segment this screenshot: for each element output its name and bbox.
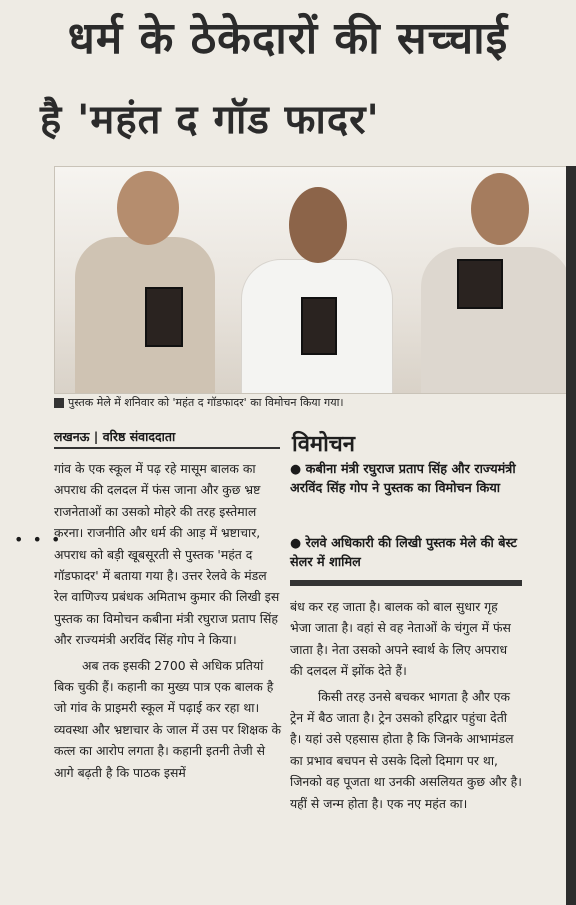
body-paragraph: गांव के एक स्कूल में पढ़ रहे मासूम बालक का अपराध की दलदल में फंस जाना और कुछ भ्रष्ट राजनेताओं का उसको मोहरे की तरह इस्तेमाल करना। राजनीति और धर्म की आड़ में भ्रष्टाचार, अपराध को बड़ी खूबसूरती से पुस्तक 'महंत द गॉडफादर' में बताया गया है। उत्तर रेलवे के मंडल रेल वाणिज्य प्रबंधक अमिताभ कुमार की लिखी इस पुस्तक का विमोचन कबीना मंत्री रघुराज प्रताप सिंह और राज्यमंत्री अरविंद सिंह गोप ने किया। xyxy=(54,461,280,648)
byline: लखनऊ | वरिष्ठ संवाददाता xyxy=(54,429,176,444)
margin-dots: • • • xyxy=(14,530,63,549)
page-edge xyxy=(566,166,576,905)
bullet-dot-icon: ● xyxy=(290,536,306,551)
highlight-item-1: ● कबीना मंत्री रघुराज प्रताप सिंह और राज्यमंत्री अरविंद सिंह गोप ने पुस्तक का विमोचन किया xyxy=(290,462,516,496)
bullet-dot-icon: ● xyxy=(290,462,306,477)
book-cover xyxy=(457,259,503,309)
highlights-rule xyxy=(290,580,522,586)
headline-line-1: धर्म के ठेकेदारों की सच्चाई xyxy=(67,13,509,64)
highlights-title: विमोचन xyxy=(292,432,355,457)
byline-rule xyxy=(54,447,280,449)
body-column-left xyxy=(54,458,282,783)
body-paragraph: किसी तरह उनसे बचकर भागता है और एक ट्रेन में बैठ जाता है। ट्रेन उसको हरिद्वार पहुंचा देती है। यहां उसे एहसास होता है कि जिनके आभामंडल का प्रभाव बचपन से उसके दिलो दिमाग पर था, जिनको वह पूजता था उनकी असलियत कुछ और है। यहीं से जन्म होता है। एक नए महंत का। xyxy=(290,688,522,811)
book-cover xyxy=(145,287,183,347)
body-column-right xyxy=(290,596,522,814)
photo-caption: पुस्तक मेले में शनिवार को 'महंत द गॉडफादर' का विमोचन किया गया। xyxy=(54,395,570,410)
headline-line-2: है 'महंत द गॉड फादर' xyxy=(40,97,380,143)
highlight-item-2: ● रेलवे अधिकारी की लिखी पुस्तक मेले की बेस्ट सेलर में शामिल xyxy=(290,536,517,570)
body-paragraph: बंध कर रह जाता है। बालक को बाल सुधार गृह भेजा जाता है। वहां से वह नेताओं के चंगुल में फंस जाता है। नेता उसको अपने स्वार्थ के लिए अपराध की दलदल में झोंक देते हैं। xyxy=(290,599,511,679)
body-paragraph: अब तक इसकी 2700 से अधिक प्रतियां बिक चुकी हैं। कहानी का मुख्य पात्र एक बालक है जो गांव के प्राइमरी स्कूल में पढ़ाई कर रहा था। व्यवस्था और भ्रष्टाचार के जाल में उस पर शिक्षक के कत्ल का आरोप लगता है। कहानी इतनी तेजी से आगे बढ़ती है कि पाठक इसमें xyxy=(54,657,282,780)
book-launch-photo xyxy=(54,166,572,394)
book-cover xyxy=(301,297,337,355)
